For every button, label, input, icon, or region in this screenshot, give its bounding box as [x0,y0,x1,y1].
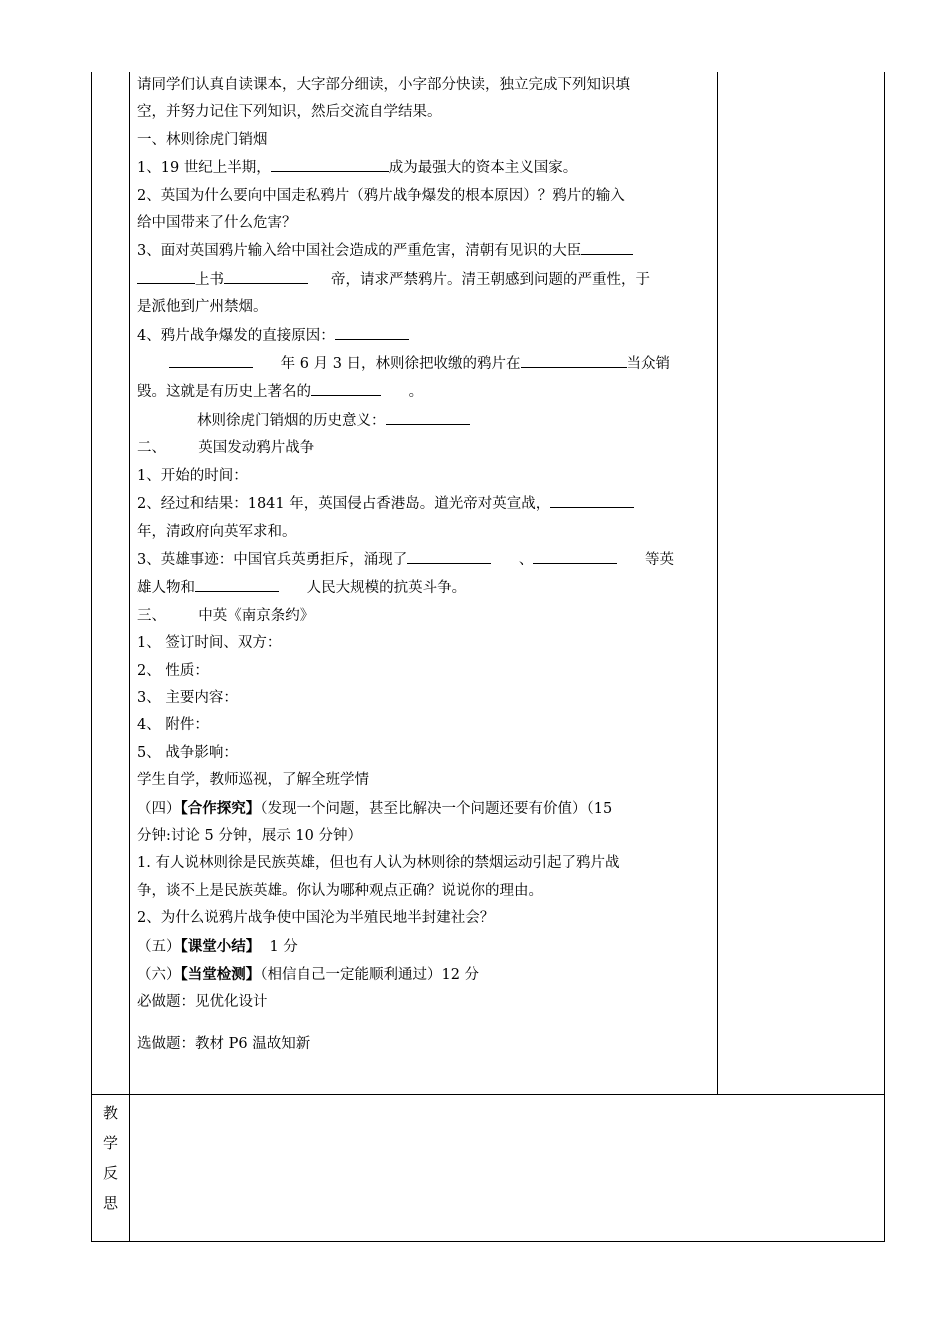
question: 1、开始的时间： [137,467,248,484]
list-item: 5、 战争影响： [137,744,238,761]
lesson-content [137,72,715,1058]
reflection-label: 教 学 反 思 [102,1104,118,1212]
question: 3、面对英国鸦片输入给中国社会造成的严重危害，清朝有见识的大臣 [137,237,715,265]
blank-field[interactable] [195,574,279,592]
list-item: 3、 主要内容： [137,689,238,706]
table-border-left [91,72,92,1242]
section-heading: （六）【当堂检测】（相信自己一定能顺利通过）12 分 [137,966,480,983]
blank-field[interactable] [137,266,195,284]
blank-field[interactable] [335,322,409,340]
blank-field[interactable] [271,154,389,172]
question: 2、英国为什么要向中国走私鸦片（鸦片战争爆发的根本原因）？鸦片的输入 [137,187,625,204]
question: 雄人物和 人民大规模的抗英斗争。 [137,574,715,602]
question: 4、鸦片战争爆发的直接原因： [137,322,715,350]
table-border-right [884,72,885,1242]
table-border-inner-left [129,72,130,1242]
blank-field[interactable] [533,546,617,564]
blank-field[interactable] [386,407,470,425]
section-heading: （五）【课堂小结】 1 分 [137,937,298,955]
section-heading: （四）【合作探究】（发现一个问题，甚至比解决一个问题还要有价值）（15 [137,799,613,817]
section-label: 【课堂小结】 [180,937,261,955]
blank-field[interactable] [407,546,491,564]
question: 是派他到广州禁烟。 [137,299,268,316]
section-title: 一、林则徐虎门销烟 [137,131,268,148]
table-border-bottom [91,1241,885,1242]
intro-line: 请同学们认真自读课本，大字部分细读，小字部分快读，独立完成下列知识填 [137,77,630,93]
blank-field[interactable] [224,266,308,284]
blank-field[interactable] [521,350,627,368]
question: 毁。这就是有历史上著名的 。 [137,378,715,406]
list-item: 4、 附件： [137,717,209,734]
question: 上书 帝，请求严禁鸦片。清王朝感到问题的严重性，于 [137,266,715,294]
blank-field[interactable] [169,350,253,368]
intro-line: 空，并努力记住下列知识，然后交流自学结果。 [137,104,442,121]
section-label: 【当堂检测】 [180,966,261,983]
optional-task: 选做题：教材 P6 温故知新 [137,1035,311,1052]
question: 2、为什么说鸦片战争使中国沦为半殖民地半封建社会？ [137,910,495,927]
table-row-divider [91,1094,885,1095]
question: 1、19 世纪上半期， 成为最强大的资本主义国家。 [137,154,715,182]
section-title: 二、 英国发动鸦片战争 [137,440,315,457]
blank-field[interactable] [581,237,633,255]
section-title: 三、 中英《南京条约》 [137,607,315,624]
question: 3、英雄事迹：中国官兵英勇拒斥，涌现了 、 等英 [137,546,715,574]
self-study-note: 学生自学，教师巡视，了解全班学情 [137,772,369,789]
blank-field[interactable] [311,378,381,396]
question: 争，谈不上是民族英雄。你认为哪种观点正确？说说你的理由。 [137,882,543,899]
required-task: 必做题：见优化设计 [137,994,268,1011]
list-item: 2、 性质： [137,662,209,679]
blank-field[interactable] [550,490,634,508]
question: 年 6 月 3 日，林则徐把收缴的鸦片在 当众销 [137,350,715,378]
question: 2、经过和结果：1841 年，英国侵占香港岛。道光帝对英宣战， [137,490,715,518]
question: 年，清政府向英军求和。 [137,523,297,540]
question: 给中国带来了什么危害？ [137,215,297,232]
section-heading-cont: 分钟:讨论 5 分钟，展示 10 分钟） [137,827,362,844]
table-border-middle [717,72,718,1094]
question: 1. 有人说林则徐是民族英雄，但也有人认为林则徐的禁烟运动引起了鸦片战 [137,855,620,872]
section-label: 【合作探究】 [180,799,261,817]
list-item: 1、 签订时间、双方： [137,635,282,652]
question: 林则徐虎门销烟的历史意义： [137,407,715,435]
